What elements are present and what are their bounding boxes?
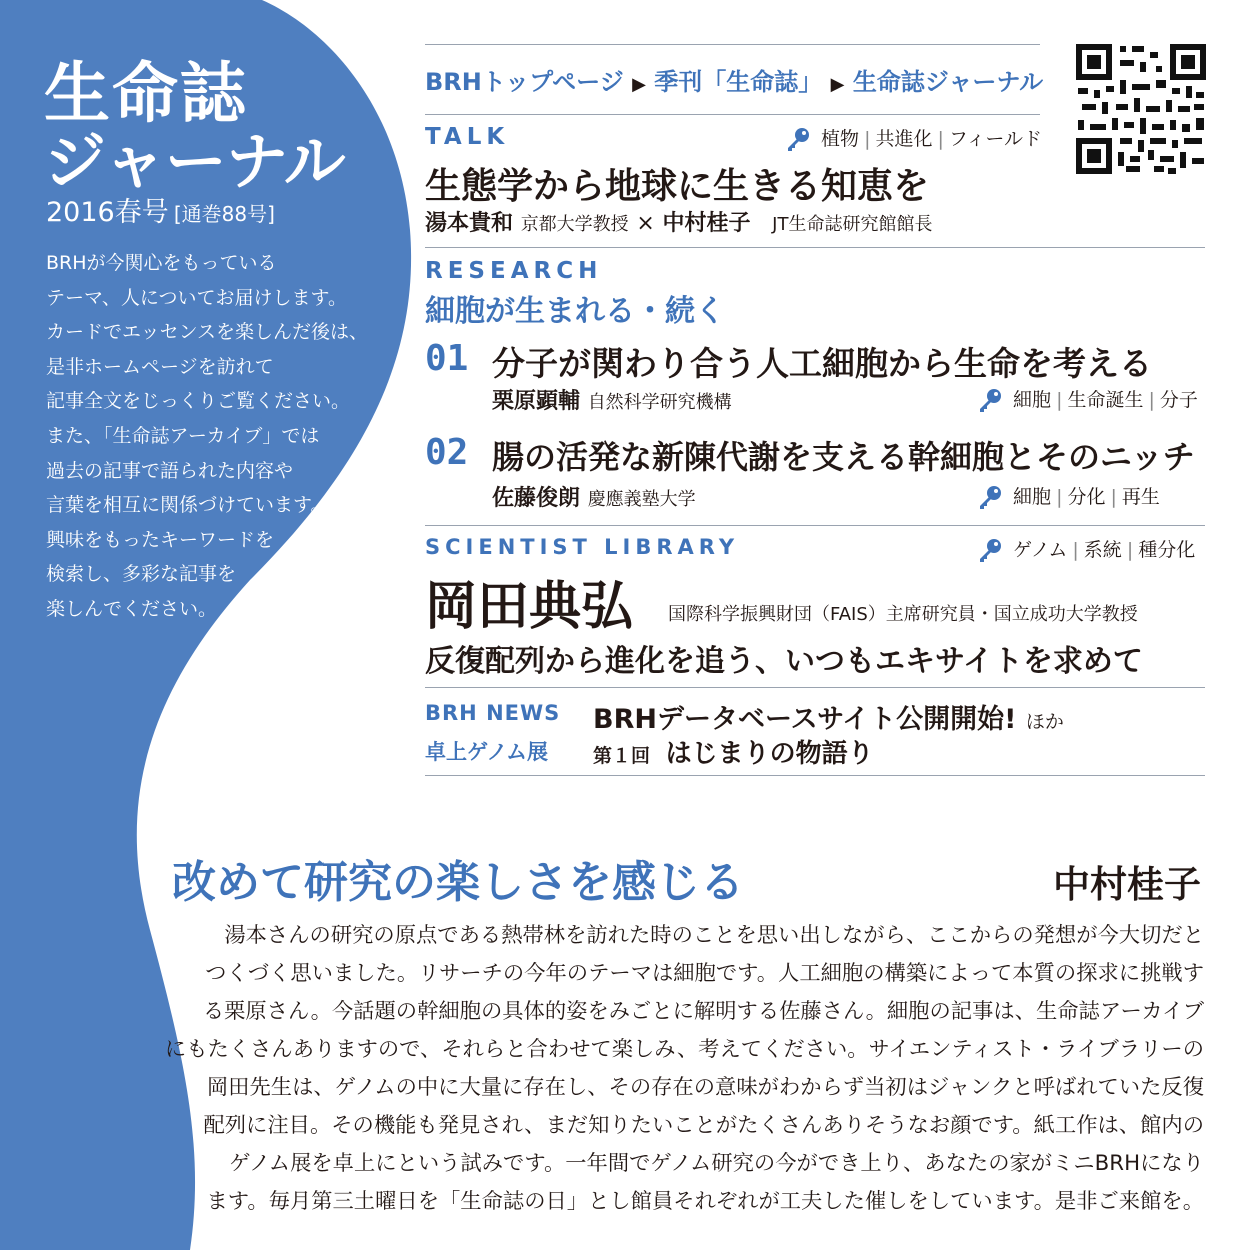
intro-line: 楽しんでください。 [46,597,218,620]
essay-line: 岡田先生は、ゲノムの中に大量に存在し、その存在の意味がわからず当初はジャンクと呼ばれていた反復 [206,1075,1204,1100]
intro-line: 言葉を相互に関係づけています。 [46,494,330,517]
key-icon [785,127,811,153]
intro-line: テーマ、人についてお届けします。 [46,286,347,309]
intro-line: 興味をもったキーワードを [46,528,275,551]
author-aff: 慶應義塾大学 [587,489,696,510]
essay-line: 配列に注目。その機能も発見され、まだ知りたいことがたくさんありそうなお顔です。紙工作は、館内の [203,1113,1204,1138]
article-number: 01 [425,338,469,379]
keyword-link[interactable]: 細胞 [1013,486,1052,508]
essay-author: 中村桂子 [1053,862,1201,906]
talk-aff1: 京都大学教授 [520,214,629,235]
intro-line: 是非ホームページを訪れて [46,355,274,378]
breadcrumb-quarterly-link[interactable]: 季刊「生命誌」 [654,68,823,96]
key-icon [977,538,1003,564]
keyword-link[interactable]: 再生 [1121,486,1160,508]
keyword-link[interactable]: 分化 [1067,486,1106,508]
rule-library [425,687,1205,688]
keyword-link[interactable]: 生命誕生 [1067,389,1144,411]
intro-line: 検索し、多彩な記事を [46,563,237,586]
essay-title: 改めて研究の楽しさを感じる [172,857,744,908]
keyword-link[interactable]: 分子 [1159,389,1198,411]
research-theme: 細胞が生まれる・続く [425,294,725,329]
keyword-link[interactable]: 細胞 [1013,389,1052,411]
intro-line: 過去の記事で語られた内容や [46,459,294,482]
article-author [492,481,696,512]
author-name: 栗原顕輔 [492,389,581,414]
intro-line: BRHが今関心をもっている [46,252,277,274]
genome-exhibit-name: はじまりの物語り [665,739,874,769]
talk-keywords: 植物 | 共進化 | フィールド [785,124,1042,153]
breadcrumb [425,62,1043,97]
article-number: 02 [425,432,469,473]
essay-line: 湯本さんの研究の原点である熱帯林を訪れた時のことを思い出しながら、ここからの発想が今大切だと [224,923,1204,948]
issue-season: 2016春号 [46,197,169,228]
intro-line: 記事全文をじっくりご覧ください。 [46,390,351,413]
genome-exhibit-episode: 第１回 [593,745,651,767]
talk-aff2: JT生命誌研究館館長 [772,214,933,235]
genome-exhibit-label: 卓上ゲノム展 [425,740,549,764]
news-headline[interactable] [593,697,1064,736]
talk-authors [425,206,932,237]
rule-breadcrumb [425,114,1040,115]
cross-mark: × [636,211,655,236]
keyword-link[interactable]: 系統 [1083,539,1122,561]
article-keywords: 細胞 | 生命誕生 | 分子 [977,385,1198,414]
article-title[interactable]: 腸の活発な新陳代謝を支える幹細胞とそのニッチ [492,438,1195,476]
rule-news [425,775,1205,776]
rule-talk [425,247,1205,248]
essay-line: つくづく思いました。リサーチの今年のテーマは細胞です。人工細胞の構築によって本質の探求に挑戦す [205,961,1204,986]
key-icon [977,388,1003,414]
article-keywords: 細胞 | 分化 | 再生 [977,482,1160,511]
library-subtitle[interactable]: 反復配列から進化を追う、いつもエキサイトを求めて [425,644,1143,679]
talk-title[interactable]: 生態学から地球に生きる知恵を [425,166,930,207]
keyword-link[interactable]: 植物 [821,128,860,150]
breadcrumb-arrow-icon: ▶ [830,74,845,95]
library-affiliation: 国際科学振興財団（FAIS）主席研究員・国立成功大学教授 [668,604,1138,625]
news-label: BRH NEWS [425,701,561,725]
library-scientist-name[interactable]: 岡田典弘 [425,576,634,637]
talk-author2: 中村桂子 [662,211,751,236]
breadcrumb-home-link[interactable]: BRHトップページ [425,68,624,96]
essay-line: ゲノム展を卓上にという試みです。一年間でゲノム研究の今ができ上り、あなたの家がミニBRHになり [229,1151,1204,1176]
library-keywords: ゲノム | 系統 | 種分化 [977,535,1195,564]
keyword-link[interactable]: ゲノム [1013,539,1068,561]
intro-text [46,246,376,627]
breadcrumb-journal-link[interactable]: 生命誌ジャーナル [852,68,1044,96]
keyword-link[interactable]: フィールド [948,128,1042,150]
news-suffix: ほか [1025,711,1064,733]
article-title[interactable]: 分子が関わり合う人工細胞から生命を考える [492,344,1152,383]
talk-author1: 湯本貴和 [425,211,514,236]
intro-line: また、「生命誌アーカイブ」では [46,424,320,447]
key-icon [977,485,1003,511]
qr-code[interactable] [1076,44,1206,174]
essay-line: にもたくさんありますので、それらと合わせて楽しみ、考えてください。サイエンティスト・ライブラリーの [164,1037,1204,1062]
intro-line: カードでエッセンスを楽しんだ後は、 [46,321,369,344]
news-text: BRHデータベースサイト公開開始! [593,704,1017,735]
keyword-link[interactable]: 種分化 [1138,539,1196,561]
library-label: SCIENTIST LIBRARY [425,535,740,559]
rule-research [425,525,1205,526]
rule-top [425,44,1040,45]
essay-line: る栗原さん。今話題の幹細胞の具体的姿をみごとに解明する佐藤さん。細胞の記事は、生命誌アーカイブ [202,999,1204,1024]
research-label: RESEARCH [425,258,603,284]
breadcrumb-arrow-icon: ▶ [632,74,646,95]
author-name: 佐藤俊朗 [492,486,581,511]
essay-line: ます。毎月第三土曜日を「生命誌の日」とし館員それぞれが工夫した催しをしています。是非ご来館を。 [206,1189,1204,1214]
article-author [492,384,732,415]
masthead-title-line1: 生命誌 [44,54,248,132]
issue-number: [通巻88号] [173,202,275,226]
author-aff: 自然科学研究機構 [587,392,732,413]
genome-exhibit-title[interactable] [593,733,874,770]
issue-label [46,190,275,229]
keyword-link[interactable]: 共進化 [875,128,933,150]
talk-label: TALK [425,124,510,150]
masthead-title-line2: ジャーナル [44,125,345,198]
